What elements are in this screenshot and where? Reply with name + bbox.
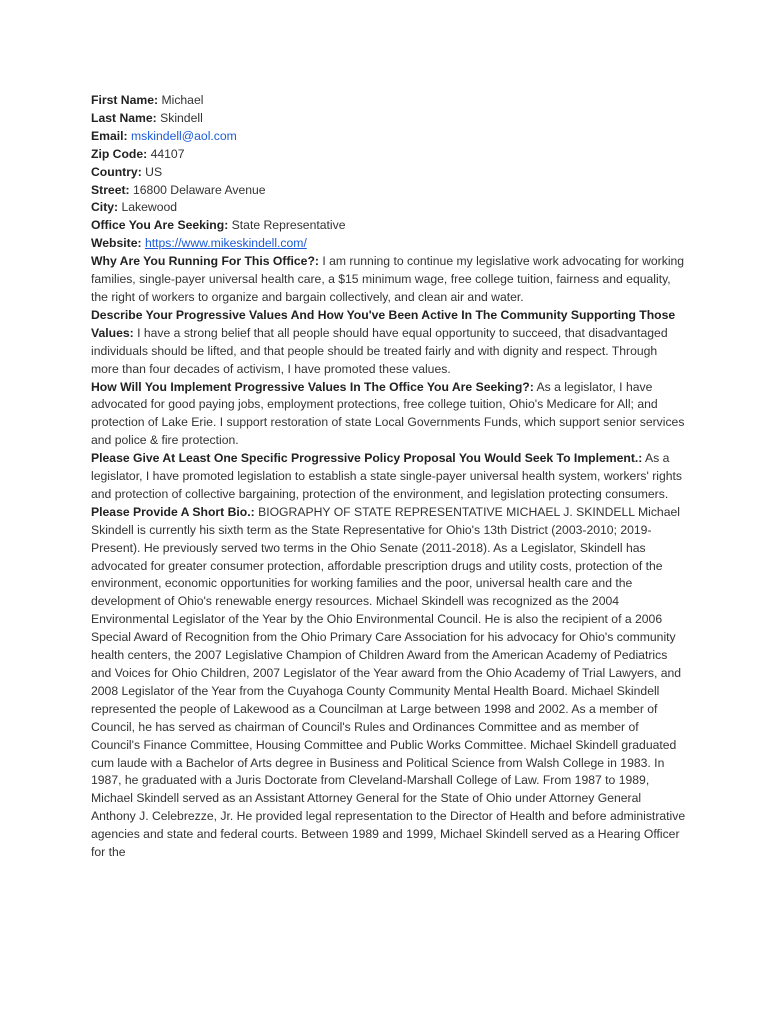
- street-label: Street:: [91, 182, 130, 197]
- last-name-value: Skindell: [160, 110, 203, 125]
- zip-label: Zip Code:: [91, 146, 148, 161]
- office-row: [91, 217, 686, 235]
- bio-row: [91, 504, 686, 862]
- progressive-values-row: [91, 307, 686, 379]
- city-value: Lakewood: [121, 200, 178, 215]
- last-name-label: Last Name:: [91, 110, 157, 125]
- street-value: 16800 Delaware Avenue: [133, 182, 266, 197]
- country-value: US: [145, 164, 163, 179]
- last-name-row: [91, 110, 686, 128]
- progressive-values-label: Describe Your Progressive Values And How You've Been Active In The Community Supporting Those Values:: [91, 307, 676, 340]
- bio-answer: BIOGRAPHY OF STATE REPRESENTATIVE MICHAEL J. SKINDELL Michael Skindell is currently his sixth term as the State Representative for Ohio's 13th District (2003-2010; 2019-Present). He previously served two terms in the Ohio Senate (2011-2018). As a Legislator, Skindell has advocated for greater consumer protection, affordable prescription drugs and utility costs, protection of the environment, economic opportunities for working families and the poor, universal health care and the development of Ohio's renewable energy resources. Michael Skindell was recognized as the 2004 Environmental Legislator of the Year by the Ohio Environmental Council. He is also the recipient of a 2006 Special Award of Recognition from the Ohio Primary Care Association for his advocacy for Ohio's community health centers, the 2007 Legislative Champion of Children Award from the American Academy of Pediatrics and Voices for Ohio Children, 2007 Legislator of the Year award from the Ohio Academy of Trial Lawyers, and 2008 Legislator of the Year from the Cuyahoga County Community Mental Health Board. Michael Skindell represented the people of Lakewood as a Councilman at Large between 1998 and 2002. As a member of Council, he has served as chairman of Council's Rules and Ordinances Committee and as member of Council's Finance Committee, Housing Committee and Public Works Committee. Michael Skindell graduated cum laude with a Bachelor of Arts degree in Business and Political Science from Walsh College in 1983. In 1987, he graduated with a Juris Doctorate from Cleveland-Marshall College of Law. From 1987 to 1989, Michael Skindell served as an Assistant Attorney General for the State of Ohio under Attorney General Anthony J. Celebrezze, Jr. He provided legal representation to the Director of Health and before administrative agencies and state and federal courts. Between 1989 and 1999, Michael Skindell served as a Hearing Officer for the: [91, 504, 686, 860]
- first-name-row: [91, 92, 686, 110]
- email-link[interactable]: mskindell@aol.com: [130, 128, 237, 143]
- policy-proposal-label: Please Give At Least One Specific Progressive Policy Proposal You Would Seek To Implement.:: [91, 451, 643, 466]
- website-row: [91, 235, 686, 253]
- policy-proposal-answer: As a legislator, I have promoted legislation to establish a state single-payer universal health system, workers' rights and protection of collective bargaining, protection of the environment, and legislation protecting consumers.: [91, 451, 683, 501]
- first-name-label: First Name:: [91, 93, 159, 107]
- city-label: City:: [91, 200, 119, 215]
- implement-values-answer: As a legislator, I have advocated for good paying jobs, employment protections, free college tuition, Ohio's Medicare for All; and protection of Lake Erie. I support restoration of state Local Governments Funds, which support senior services and police & fire protection.: [91, 379, 685, 448]
- policy-proposal-row: [91, 450, 686, 504]
- email-label: Email:: [91, 128, 128, 143]
- office-value: State Representative: [231, 218, 346, 233]
- why-running-label: Why Are You Running For This Office?:: [91, 254, 319, 269]
- country-row: [91, 164, 686, 182]
- zip-row: [91, 146, 686, 164]
- progressive-values-answer: I have a strong belief that all people should have equal opportunity to succeed, that disadvantaged individuals should be lifted, and that people should be treated fairly and with dignity and respect. Through more than four decades of activism, I have promoted these values.: [91, 325, 668, 376]
- implement-values-label: How Will You Implement Progressive Values In The Office You Are Seeking?:: [91, 379, 534, 394]
- candidate-form: [91, 92, 686, 862]
- email-row: [91, 128, 686, 146]
- zip-value: 44107: [150, 146, 185, 161]
- website-label: Website:: [91, 236, 142, 251]
- city-row: [91, 199, 686, 217]
- country-label: Country:: [91, 164, 142, 179]
- office-label: Office You Are Seeking:: [91, 218, 229, 233]
- first-name-value: Michael: [161, 93, 204, 107]
- website-link[interactable]: https://www.mikeskindell.com/: [144, 236, 307, 251]
- street-row: [91, 182, 686, 200]
- why-running-row: [91, 253, 686, 307]
- why-running-answer: I am running to continue my legislative work advocating for working families, single-payer universal health care, a $15 minimum wage, free college tuition, fairness and equality, the right of workers to organize and bargain collectively, and clean air and water.: [91, 254, 685, 304]
- bio-label: Please Provide A Short Bio.:: [91, 504, 255, 519]
- implement-values-row: [91, 379, 686, 451]
